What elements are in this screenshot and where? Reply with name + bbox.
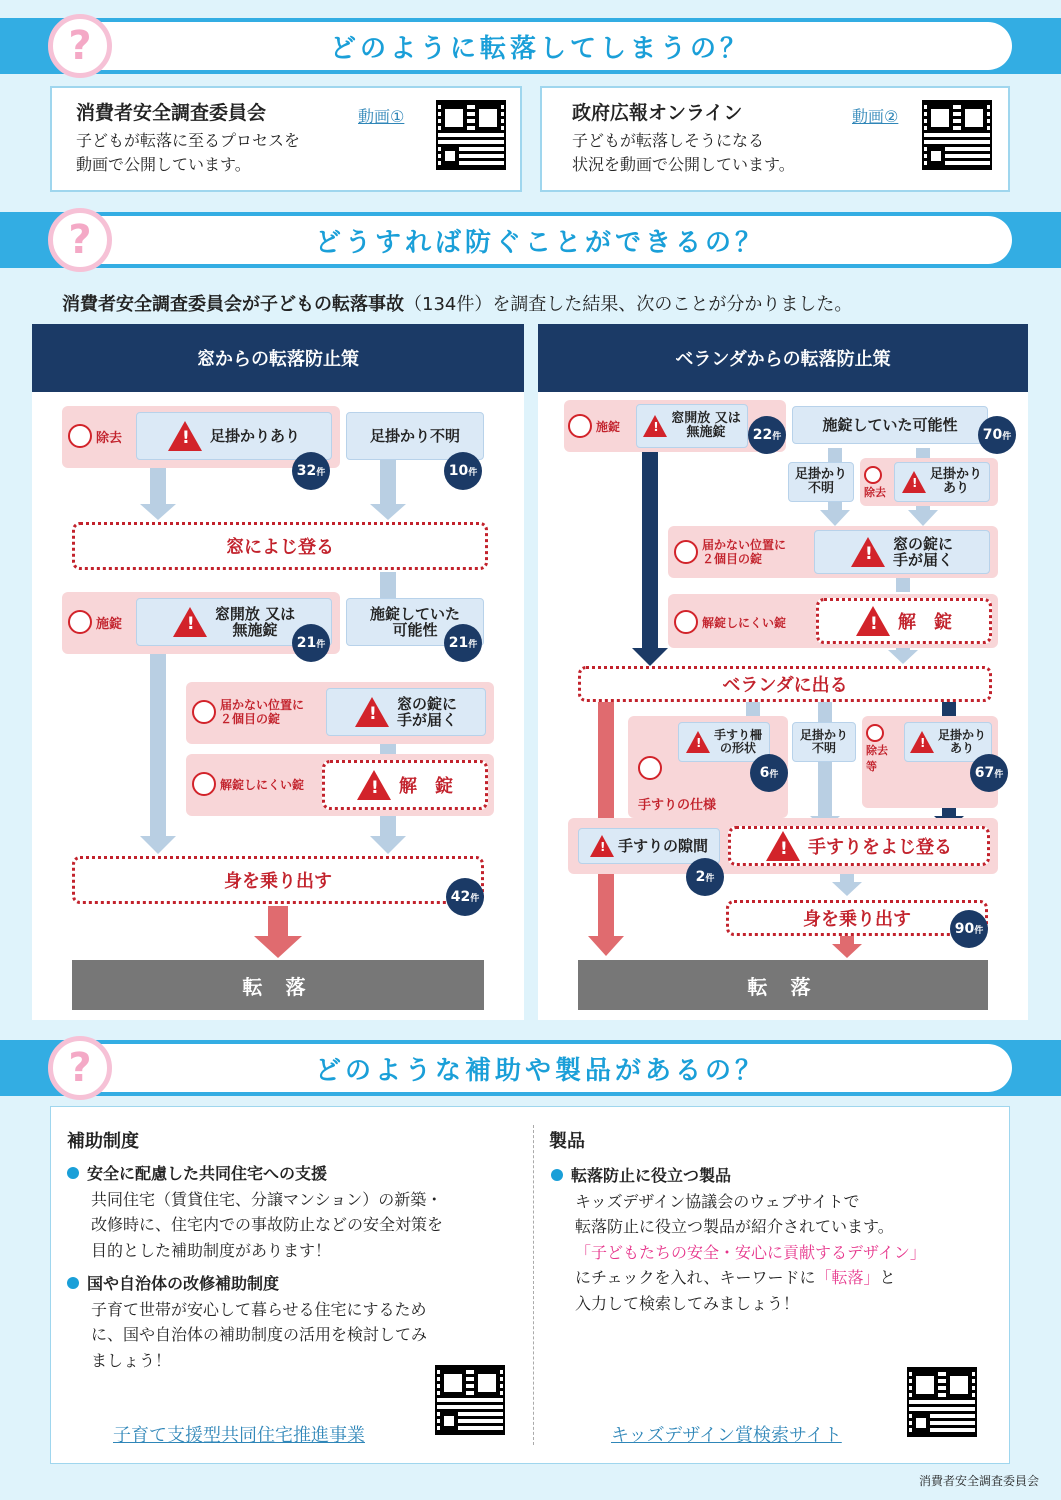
qr-code [922,100,992,170]
card-org: 政府広報オンライン [572,102,743,124]
count-badge: 6 件 [750,754,788,792]
bulb-icon [68,610,92,634]
bulb-icon [866,724,884,742]
rail-gap-box: ! 手すりの隙間 [578,828,720,864]
lock-label: 施錠 [68,610,122,634]
veranda-foothold-2: ! 足掛かり あり [904,722,992,762]
warning-icon [851,537,885,567]
bullet-icon [67,1167,79,1179]
veranda-foothold: ! 足掛かり あり [894,462,990,502]
hard-lock-label: 解錠しにくい錠 [192,772,304,796]
qr-code [436,100,506,170]
veranda-hard-lock-label: 解錠しにくい錠 [674,610,786,634]
warning-icon [902,471,926,493]
veranda-reach-box: ! 窓の錠に 手が届く [814,530,990,574]
subsidy-item-2: 国や自治体の改修補助制度 子育て世帯が安心して暮らせる住宅にするため に、国や自治体の補助制度の活用を検討してみ ましょう！ [67,1271,517,1373]
foothold-unknown-box: 足掛かり不明 [346,412,484,460]
warning-icon [355,697,389,727]
bulb-icon [192,700,216,724]
card-desc: 動画で公開しています。 [76,155,251,174]
qr-code [435,1365,505,1435]
question-icon: ? [48,1036,112,1100]
bulb-icon [638,756,662,780]
locked-possible-box: 施錠していた 可能性 [346,598,484,646]
warning-icon [168,421,202,451]
go-out-veranda: ベランダに出る [578,666,992,702]
bullet-icon [551,1169,563,1181]
card-desc: 状況を動画で公開しています。 [572,155,795,174]
warning-icon [590,835,614,857]
open-box: ! 窓開放 又は 無施錠 [136,598,332,646]
section1-title: どのように転落してしまうの？ [68,22,1012,70]
rail-spec-label: 手すりの仕様 [638,798,717,813]
warning-icon [856,606,890,636]
products-item: 転落防止に役立つ製品 キッズデザイン協議会のウェブサイトで 転落防止に役立つ製品が紹介されています。 「子どもたちの安全・安心に貢献するデザイン」 にチェックを入れ、キーワードに「転落」と 入力して検索してみましょう！ [551,1163,1001,1317]
warning-icon [643,415,667,437]
qr-code [907,1367,977,1437]
count-badge: 32 件 [292,452,330,490]
warning-icon [686,731,710,753]
lean-out: 身を乗り出す [72,856,484,904]
video-card-1 [50,86,522,192]
climb-window: 窓によじ登る [72,522,488,570]
veranda-foothold-unknown: 足掛かり 不明 [788,462,854,502]
bulb-icon [864,466,882,484]
veranda-lock-label: 施錠 [568,414,620,438]
video-card-2 [540,86,1010,192]
video-link-2[interactable]: 動画② [852,107,899,126]
veranda-lean-out: 身を乗り出す [726,900,988,936]
warning-icon [357,770,391,800]
foothold-box: ! 足掛かりあり [136,412,332,460]
card-desc: 子どもが転落に至るプロセスを [76,131,301,150]
question-icon: ? [48,14,112,78]
warning-icon [910,731,934,753]
veranda-remove-label: 除去 [864,466,886,500]
veranda-header: ベランダからの転落防止策 [538,324,1028,392]
veranda-open-box: ! 窓開放 又は 無施錠 [636,404,748,448]
footer-org: 消費者安全調査委員会 [918,1474,1039,1488]
bullet-icon [67,1277,79,1289]
support-card [50,1106,1010,1464]
count-badge: 21 件 [292,624,330,662]
second-lock-label: 届かない位置に ２個目の錠 [192,698,304,727]
subsidy-heading: 補助制度 [67,1131,139,1152]
count-badge: 2 件 [686,858,724,896]
section2-title: どうすれば防ぐことができるの？ [68,216,1012,264]
count-badge: 10 件 [444,452,482,490]
veranda-fall-box: 転 落 [578,960,988,1010]
subsidy-item-1: 安全に配慮した共同住宅への支援 共同住宅（賃貸住宅、分譲マンション）の新築・ 改修時に、住宅内での事故防止などの安全対策を 目的とした補助制度があります！ [67,1161,517,1263]
veranda-second-lock-label: 届かない位置に ２個目の錠 [674,538,786,567]
bulb-icon [68,424,92,448]
remove-etc-label: 除去 等 [866,724,888,774]
rail-shape-box: ! 手すり柵 の形状 [678,722,770,762]
unlock-box: ! 解 錠 [322,760,488,810]
remove-label: 除去 [68,424,122,448]
count-badge: 67 件 [970,754,1008,792]
bulb-icon [674,540,698,564]
bulb-icon [674,610,698,634]
products-heading: 製品 [549,1131,585,1152]
veranda-foothold-unknown-2: 足掛かり 不明 [792,722,856,762]
intro-rest: （134件）を調査した結果、次のことが分かりました。 [404,294,853,315]
bulb-icon [192,772,216,796]
reach-box: ! 窓の錠に 手が届く [326,688,486,736]
intro-text [62,290,852,316]
warning-icon [173,607,207,637]
card-desc: 子どもが転落しそうになる [572,131,765,150]
video-link-1[interactable]: 動画① [358,107,405,126]
divider [533,1125,534,1445]
veranda-locked-possible: 施錠していた可能性 [792,406,988,444]
climb-rail: ! 手すりをよじ登る [728,826,990,866]
count-badge: 42 件 [446,878,484,916]
count-badge: 70 件 [978,416,1016,454]
question-icon: ? [48,208,112,272]
fall-box: 転 落 [72,960,484,1010]
bulb-icon [568,414,592,438]
products-link[interactable]: キッズデザイン賞検索サイト [611,1425,842,1446]
count-badge: 90 件 [950,910,988,948]
intro-bold: 消費者安全調査委員会が子どもの転落事故 [62,294,404,315]
count-badge: 22 件 [748,416,786,454]
warning-icon [766,831,800,861]
count-badge: 21 件 [444,624,482,662]
window-header: 窓からの転落防止策 [32,324,524,392]
veranda-unlock-box: ! 解 錠 [816,598,992,644]
card-org: 消費者安全調査委員会 [76,102,267,124]
section3-title: どのような補助や製品があるの？ [68,1044,1012,1092]
subsidy-link[interactable]: 子育て支援型共同住宅推進事業 [113,1425,365,1446]
